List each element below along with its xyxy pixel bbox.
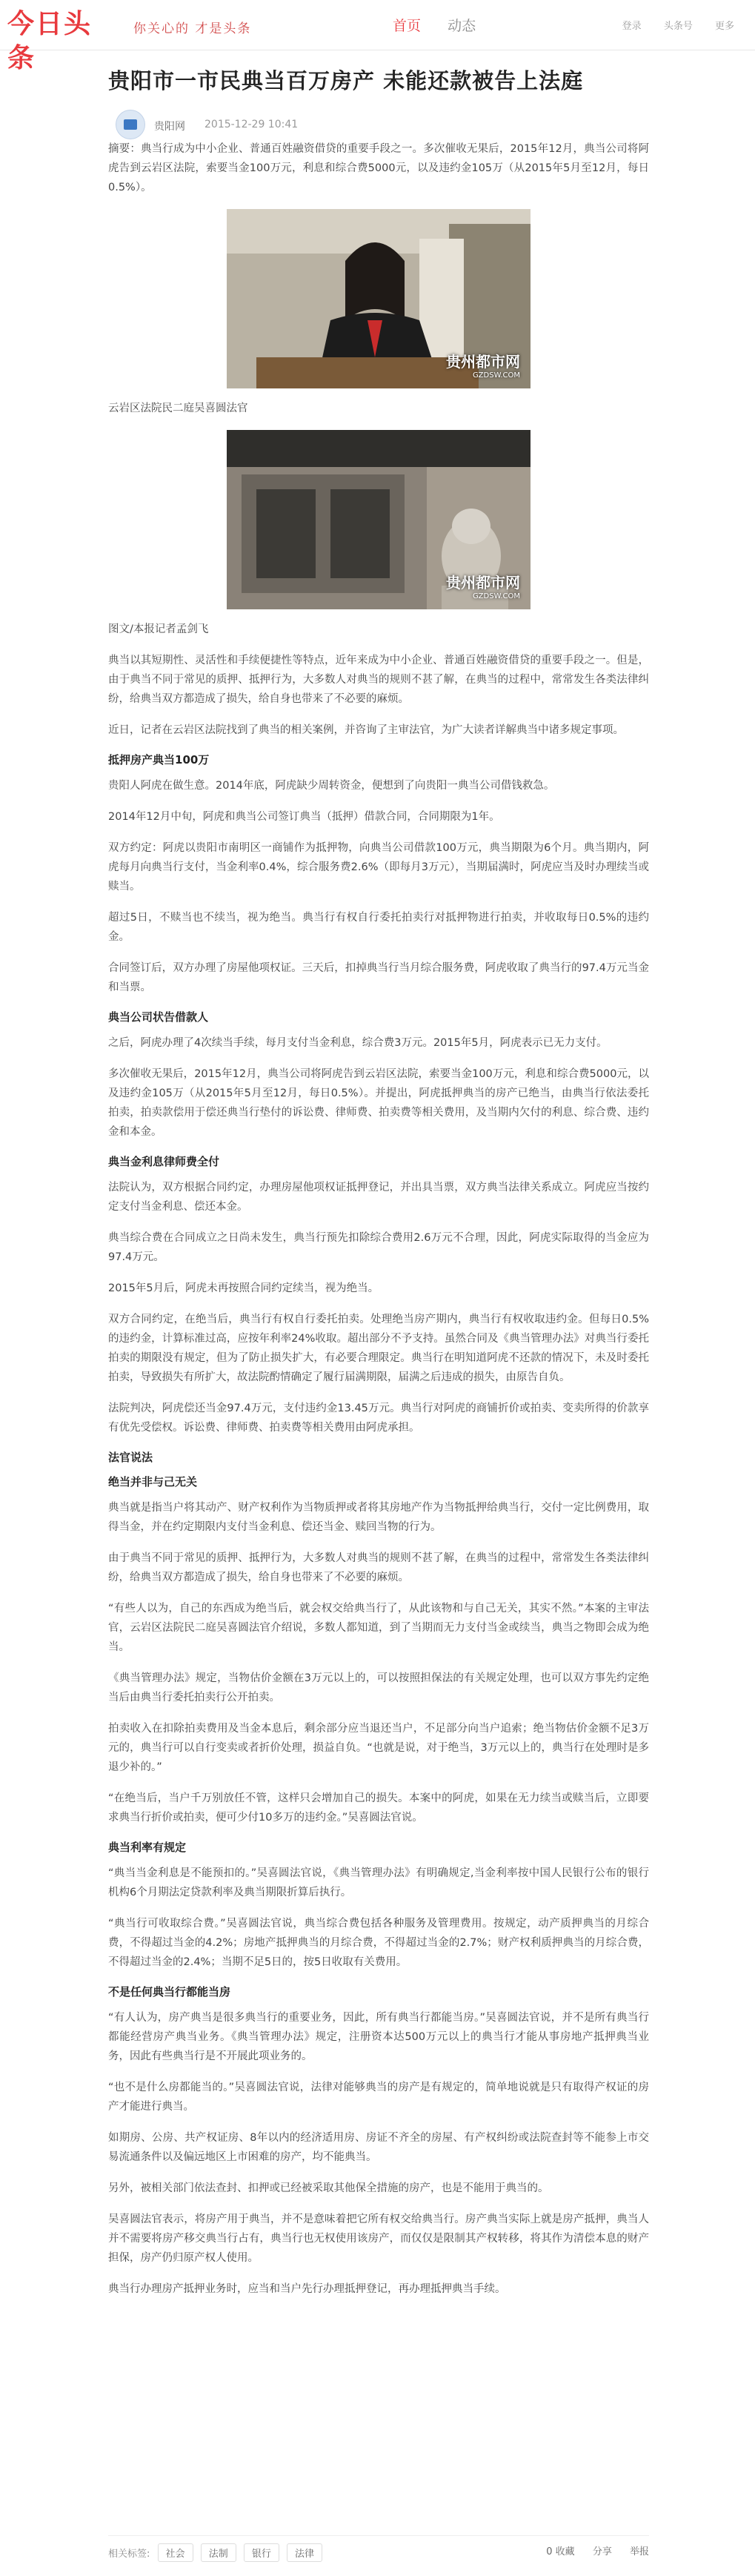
paragraph: 由于典当不同于常见的质押、抵押行为，大多数人对典当的规则不甚了解，在典当的过程中，常常发生各类法律纠纷，给典当双方都造成了损失，给自身也带来了不必要的麻烦。 [108,1552,649,1583]
nav-feed[interactable]: 动态 [448,18,476,34]
article [108,65,649,2311]
top-navbar [0,0,755,73]
paragraph: 图文/本报记者孟剑飞 [108,623,209,635]
paragraph: “典当当金利息是不能预扣的。”吴喜圆法官说，《典当管理办法》有明确规定,当金利率按中国人民银行公布的银行机构6个月期法定贷款利率及典当期限折算后执行。 [108,1867,649,1898]
photo-judge [227,209,531,388]
paragraph: 典当综合费在合同成立之日尚未发生，典当行预先扣除综合费用2.6万元不合理，因此，阿虎实际取得的当金应为97.4万元。 [108,1232,649,1263]
favorite-button[interactable]: 0 收藏 [546,2546,575,2557]
share-button[interactable]: 分享 [592,2546,612,2557]
section-heading: 不是任何典当行都能当房 [108,1985,231,1999]
photo-pawnshop [227,430,531,609]
paragraph: 法院认为，双方根据合同约定，办理房屋他项权证抵押登记，并出具当票，双方典当法律关系成立。阿虎应当按约定支付当金利息、偿还本金。 [108,1182,649,1213]
paragraph: “典当行可收取综合费。”吴喜圆法官说，典当综合费包括各种服务及管理费用。按规定，动产质押典当的月综合费，不得超过当金的4.2%；房地产抵押典当的月综合费，不得超过当金的2.7%；财产权利质押典当的月综合费，不得超过当金的2.4%；当期不足5日的，按5日收取有关费用。 [108,1918,649,1968]
paragraph: 2014年12月中旬，阿虎和典当公司签订典当（抵押）借款合同，合同期限为1年。 [108,811,500,823]
paragraph: 吴喜圆法官表示，将房产用于典当，并不是意味着把它所有权交给典当行。房产典当实际上就是房产抵押，典当人并不需要将房产移交典当行占有，典当行也无权使用该房产，而仅仅是限制其产权转移，将其作为清偿本息的财产担保，房产仍归原产权人使用。 [108,2214,649,2264]
paragraph: 合同签订后，双方办理了房屋他项权证。三天后，扣掉典当行当月综合服务费，阿虎收取了典当行的97.4万元当金和当票。 [108,962,649,993]
photo-watermark: 贵州都市网 GZDSW.COM [446,574,520,600]
tag-item[interactable]: 银行 [244,2543,279,2562]
publish-time: 2015-12-29 10:41 [204,119,299,130]
paragraph: “在绝当后，当户千万别放任不管，这样只会增加自己的损失。本案中的阿虎，如果在无力续当或赎当后，立即要求典当行折价或拍卖，便可少付10多万的违约金。”吴喜圆法官说。 [108,1792,649,1824]
tag-list [108,2543,327,2562]
paragraph: 之后，阿虎办理了4次续当手续，每月支付当金利息，综合费3万元。2015年5月，阿虎表示已无力支付。 [108,1037,608,1049]
paragraph: 双方约定：阿虎以贵阳市南明区一商铺作为抵押物，向典当公司借款100万元，典当期限为6个月。典当期内，阿虎每月向典当行支付，当金利率0.4%，综合服务费2.6%（即每月3万元），当期届满时，阿虎应当及时办理续当或赎当。 [108,842,649,893]
paragraph: 超过5日，不赎当也不续当，视为绝当。典当行有权自行委托拍卖行对抵押物进行拍卖，并收取每日0.5%的违约金。 [108,912,649,943]
paragraph: 摘要：典当行成为中小企业、普通百姓融资借贷的重要手段之一。多次催收无果后，2015年12月，典当公司将阿虎告到云岩区法院，索要当金100万元，利息和综合费5000元，以及违约金105万（从2015年5月至12月，每日0.5%）。 [108,143,649,193]
paragraph: 典当以其短期性、灵活性和手续便捷性等特点，近年来成为中小企业、普通百姓融资借贷的重要手段之一。但是，由于典当不同于常见的质押、抵押行为，大多数人对典当的规则不甚了解，在典当的过程中，常常发生各类法律纠纷，给典当双方都造成了损失，给自身也带来了不必要的麻烦。 [108,655,649,705]
source-name[interactable]: 贵阳网 [154,121,185,133]
paragraph: “也不是什么房都能当的。”吴喜圆法官说，法律对能够典当的房产是有规定的，简单地说就是只有取得产权证的房产才能进行典当。 [108,2082,649,2113]
source-avatar[interactable] [116,110,145,139]
paragraph: 《典当管理办法》规定，当物估价金额在3万元以上的，可以按照担保法的有关规定处理，也可以双方事先约定绝当后由典当行委托拍卖行公开拍卖。 [108,1672,649,1703]
paragraph: 另外，被相关部门依法查封、扣押或已经被采取其他保全措施的房产，也是不能用于典当的。 [108,2182,549,2194]
section-heading: 典当金利息律师费全付 [108,1155,220,1168]
paragraph: “有人认为，房产典当是很多典当行的重要业务，因此，所有典当行都能当房。”吴喜圆法官说，并不是所有典当行都能经营房产典当业务。《典当管理办法》规定，注册资本达500万元以上的典当行才能从事房地产抵押典当业务，因此有些典当行是不开展此项业务的。 [108,2012,649,2062]
header-links [603,18,734,32]
photo-caption: 云岩区法院民二庭吴喜圆法官 [108,403,248,414]
article-title: 贵阳市一市民典当百万房产 未能还款被告上法庭 [108,68,584,93]
article-meta [108,110,649,139]
paragraph: 贵阳人阿虎在做生意。2014年底，阿虎缺少周转资金，便想到了向贵阳一典当公司借钱救急。 [108,780,555,792]
article-body [108,139,649,2299]
article-footer [108,2535,649,2560]
site-logo[interactable]: 今日头条 [7,9,93,73]
section-heading: 抵押房产典当100万 [108,753,210,766]
nav-home[interactable]: 首页 [393,18,422,34]
article-actions [531,2543,649,2557]
section-heading: 绝当并非与己无关 [108,1475,198,1489]
paragraph: 典当行办理房产抵押业务时，应当和当户先行办理抵押登记，再办理抵押典当手续。 [108,2283,506,2295]
main-nav [393,15,498,35]
paragraph: 多次催收无果后，2015年12月，典当公司将阿虎告到云岩区法院，索要当金100万元，利息和综合费5000元，以及违约金105万（从2015年5月至12月，每日0.5%）。并提出，阿虎抵押典当的房产已绝当，由典当行依法委托拍卖，拍卖款偿用于偿还典当行垫付的诉讼费、律师费、拍卖费等相关费用，及当期内欠付的利息、综合费、违约金和本金。 [108,1068,649,1138]
paragraph: 法院判决，阿虎偿还当金97.4万元，支付违约金13.45万元。典当行对阿虎的商铺折价或拍卖、变卖所得的价款享有优先受偿权。诉讼费、律师费、拍卖费等相关费用由阿虎承担。 [108,1403,649,1434]
toutiao-account-link[interactable]: 头条号 [663,21,693,32]
tag-item[interactable]: 社会 [158,2543,193,2562]
site-slogan: 你关心的 才是头条 [133,21,252,36]
paragraph: 如期房、公房、共产权证房、8年以内的经济适用房、房证不齐全的房屋、有产权纠纷或法院查封等不能参上市交易流通条件以及偏远地区上市困难的房产，均不能典当。 [108,2132,649,2163]
paragraph: 典当就是指当户将其动产、财产权利作为当物质押或者将其房地产作为当物抵押给典当行，交付一定比例费用，取得当金，并在约定期限内支付当金利息、偿还当金、赎回当物的行为。 [108,1502,649,1533]
paragraph: 近日，记者在云岩区法院找到了典当的相关案例，并咨询了主审法官，为广大读者详解典当中诸多规定事项。 [108,724,624,736]
paragraph: 拍卖收入在扣除拍卖费用及当金本息后，剩余部分应当退还当户，不足部分向当户追索；绝当物估价金额不足3万元的，典当行可以自行变卖或者折价处理，损益自负。“也就是说，对于绝当，3万元以上的，典当行在处理时是多退少补的。” [108,1723,649,1773]
login-link[interactable]: 登录 [622,21,642,32]
tag-item[interactable]: 法制 [201,2543,236,2562]
more-link[interactable]: 更多 [714,21,734,32]
tags-label: 相关标签: [108,2549,150,2560]
paragraph: 双方合同约定，在绝当后，典当行有权自行委托拍卖。处理绝当房产期内，典当行有权收取违约金。但每日0.5%的违约金，计算标准过高，应按年利率24%收取。超出部分不予支持。虽然合同及《典当管理办法》对典当行委托拍卖的期限没有规定，但为了防止损失扩大，有必要合理限定。典当行在明知道阿虎不还款的情况下，未及时委托拍卖，导致损失有所扩大，故法院酌情确定了履行届满期限，届满之后违成的损失，由原告自负。 [108,1314,649,1383]
section-heading: 法官说法 [108,1451,153,1464]
section-heading: 典当公司状告借款人 [108,1010,209,1024]
paragraph: “有些人以为，自己的东西成为绝当后，就会权交给典当行了，从此该物和与自己无关，其实不然。”本案的主审法官，云岩区法院民二庭吴喜圆法官介绍说，多数人都知道，到了当期而无力支付当金或续当，典当之物即会成为绝当。 [108,1603,649,1653]
paragraph: 2015年5月后，阿虎未再按照合同约定续当，视为绝当。 [108,1282,379,1294]
section-heading: 典当利率有规定 [108,1841,187,1854]
tag-item[interactable]: 法律 [287,2543,322,2562]
report-button[interactable]: 举报 [629,2546,649,2557]
photo-watermark: 贵州都市网 GZDSW.COM [446,353,520,380]
